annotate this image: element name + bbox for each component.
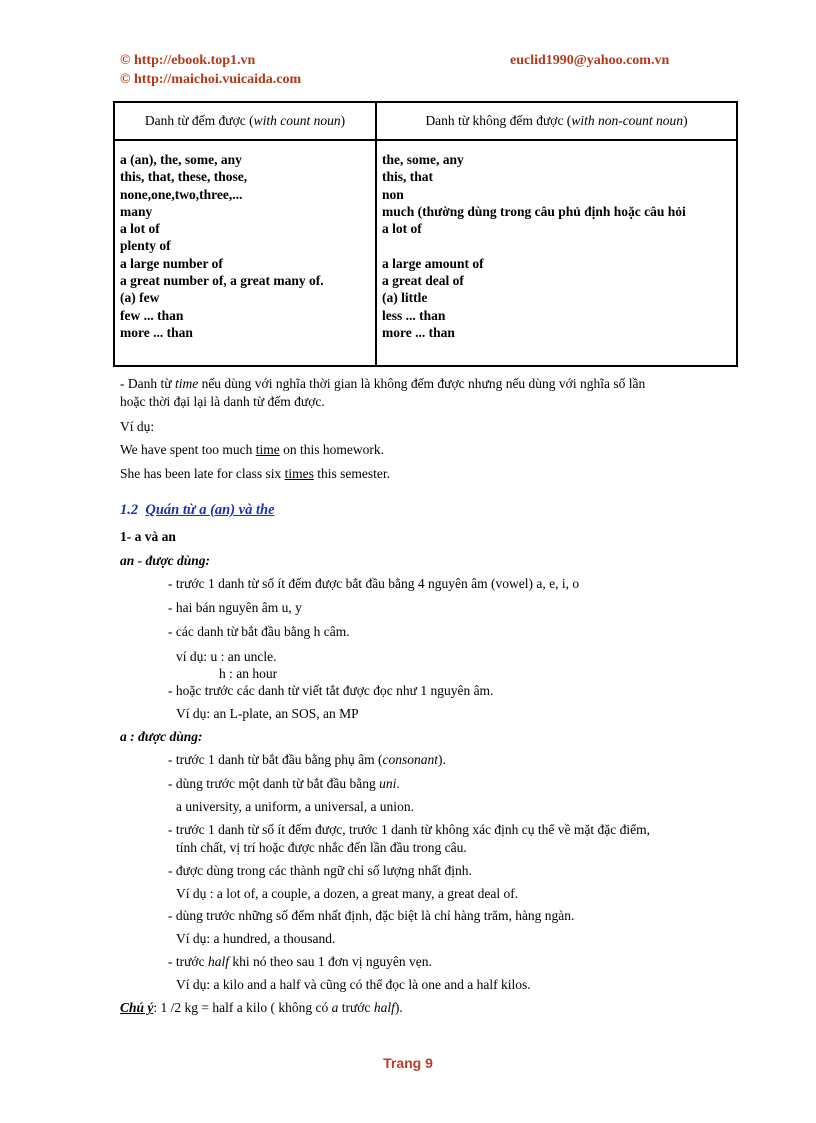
an-usage-heading: an - được dùng: <box>120 553 210 568</box>
example-label: Ví dụ: <box>120 419 155 434</box>
a-rule-5: - dùng trước những số đếm nhất định, đặc biệt là chỉ hàng trăm, hàng ngàn. <box>168 908 575 923</box>
example-sentence-2: She has been late for class six times this semester. <box>120 466 390 481</box>
list-item: less ... than <box>382 307 446 323</box>
a-rule-3-cont: tính chất, vị trí hoặc được nhắc đến lần đầu trong câu. <box>176 840 467 855</box>
list-item: a (an), the, some, any <box>120 152 242 167</box>
header-link-maichoi[interactable]: © http://maichoi.vuicaida.com <box>120 72 302 87</box>
a-rule-4: - được dùng trong các thành ngữ chỉ số lượng nhất định. <box>168 863 472 878</box>
list-item: a large number of <box>120 255 223 271</box>
time-note-line1: - Danh từ time nếu dùng với nghĩa thời gian là không đếm được nhưng nếu dùng với nghĩa số lần <box>120 376 646 391</box>
list-item: none,one,two,three,... <box>120 186 243 202</box>
list-item: more ... than <box>120 324 193 340</box>
a-usage-heading: a : được dùng: <box>120 729 203 744</box>
list-item: more ... than <box>382 324 455 340</box>
non-count-noun-list <box>376 140 737 366</box>
a-example-4: Ví dụ: a kilo and a half và cũng có thể đọc là one and a half kilos. <box>176 977 531 992</box>
section-heading: 1.2 Quán từ a (an) và the <box>120 502 275 518</box>
list-item: a great number of, a great many of. <box>120 273 324 289</box>
an-rule-3: - các danh từ bắt đầu bằng h câm. <box>168 624 350 639</box>
subsection-heading: 1- a và an <box>120 529 176 544</box>
a-rule-6: - trước half khi nó theo sau 1 đơn vị nguyên vẹn. <box>168 954 432 969</box>
list-item: plenty of <box>120 238 171 254</box>
list-item: a large amount of <box>382 255 484 271</box>
list-item: many <box>120 203 153 219</box>
section-title-link[interactable]: Quán từ a (an) và the <box>145 502 275 518</box>
page-number: Trang 9 <box>383 1055 433 1071</box>
time-note-line2: hoặc thời đại lại là danh từ đếm được. <box>120 394 325 409</box>
list-item: much (thường dùng trong câu phủ định hoặc câu hỏi <box>382 203 686 219</box>
a-rule-3: - trước 1 danh từ số ít đếm được, trước 1 danh từ không xác định cụ thể về mặt đặc điểm, <box>168 822 651 837</box>
an-rule-2: - hai bán nguyên âm u, y <box>168 600 302 615</box>
noun-comparison-table <box>113 101 738 367</box>
a-rule-2: - dùng trước một danh từ bắt đầu bằng uni. <box>168 776 400 791</box>
a-example-2: Ví dụ : a lot of, a couple, a dozen, a great many, a great deal of. <box>176 886 519 901</box>
list-item: few ... than <box>120 307 184 323</box>
example-sentence-1: We have spent too much time on this homework. <box>120 442 385 457</box>
list-item: a lot of <box>382 221 422 237</box>
list-item: this, that, these, those, <box>120 169 248 185</box>
an-example-1: ví dụ: u : an uncle. <box>176 649 277 664</box>
list-item: a lot of <box>120 221 160 237</box>
header-link-ebook[interactable]: © http://ebook.top1.vn <box>120 53 256 68</box>
note-chu-y: Chú ý: 1 /2 kg = half a kilo ( không có a trước half). <box>120 1000 403 1015</box>
a-rule-1: - trước 1 danh từ bắt đầu bằng phụ âm (consonant). <box>168 752 446 767</box>
non-count-noun-header: Danh từ không đếm được (with non-count noun) <box>376 102 737 140</box>
a-example-1: a university, a uniform, a universal, a union. <box>176 799 414 814</box>
a-example-3: Ví dụ: a hundred, a thousand. <box>176 931 336 946</box>
count-noun-list <box>114 140 376 366</box>
list-item: (a) few <box>120 290 160 306</box>
list-item: this, that <box>382 169 434 185</box>
list-item <box>382 237 731 254</box>
list-item: (a) little <box>382 290 428 306</box>
list-item: the, some, any <box>382 152 464 167</box>
an-rule-4: - hoặc trước các danh từ viết tắt được đọc như 1 nguyên âm. <box>168 683 494 698</box>
list-item: non <box>382 186 404 202</box>
count-noun-header: Danh từ đếm được (with count noun) <box>114 102 376 140</box>
header-email[interactable]: euclid1990@yahoo.com.vn <box>510 53 670 68</box>
an-example-3: Ví dụ: an L-plate, an SOS, an MP <box>176 706 359 721</box>
an-rule-1: - trước 1 danh từ số ít đếm được bắt đầu bằng 4 nguyên âm (vowel) a, e, i, o <box>168 576 580 591</box>
list-item: a great deal of <box>382 273 464 289</box>
an-example-2: h : an hour <box>219 666 278 681</box>
